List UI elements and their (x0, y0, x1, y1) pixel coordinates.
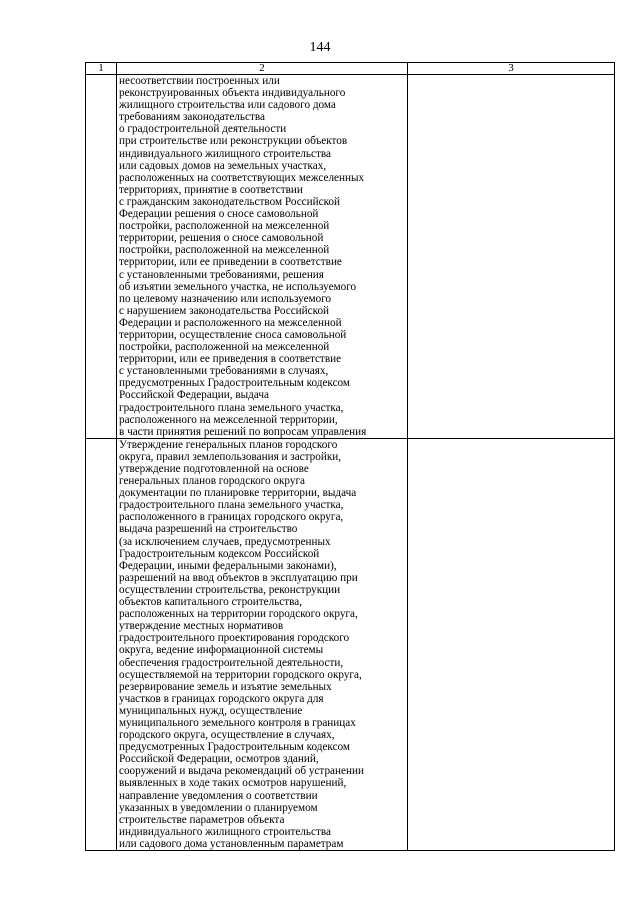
text-line: индивидуального жилищного строительства (119, 147, 331, 160)
text-line: градостроительного проектирования городского (119, 632, 350, 645)
column-header-1: 1 (86, 63, 117, 75)
text-line: реконструированных объекта индивидуального (119, 87, 346, 100)
text-line: округа, правил землепользования и застройки, (119, 450, 342, 463)
text-line: Федерации и расположенного на межселенной (119, 316, 342, 329)
page-number: 144 (309, 40, 331, 55)
text-line: градостроительного плана земельного участка, (119, 401, 344, 414)
text-line: объектов капитального строительства, (119, 596, 303, 609)
text-line: об изъятии земельного участка, не используемого (119, 280, 357, 293)
text-line: округа, ведение информационной системы (119, 644, 324, 657)
text-line: муниципальных нужд, осуществление (119, 704, 303, 717)
text-line: утверждение подготовленной на основе (119, 463, 309, 475)
text-line: осуществлении строительства, реконструкции (119, 583, 341, 596)
text-line: документации по планировке территории, выдача (119, 487, 357, 500)
text-line: с установленными требованиями, решения (119, 268, 324, 281)
text-line: постройки, расположенной на межселенной (119, 220, 330, 233)
text-line: несоответствии построенных или (119, 75, 280, 87)
row-2-col-1 (86, 438, 117, 850)
text-line: жилищного строительства или садового дома (119, 99, 336, 112)
text-line: сооружений и выдача рекомендаций об устранении (119, 765, 364, 778)
text-line: направление уведомления о соответствии (119, 789, 318, 802)
row-1-text (117, 75, 408, 439)
text-line: городского округа, осуществление в случаях, (119, 729, 335, 742)
text-line: постройки, расположенной на межселенной (119, 341, 330, 354)
text-line: разрешений на ввод объектов в эксплуатацию при (119, 571, 358, 584)
text-line: утверждение местных нормативов (119, 620, 284, 633)
text-line: территории, решения о сносе самовольной (119, 232, 324, 245)
text-line: обеспечения градостроительной деятельности, (119, 656, 344, 669)
text-line: градостроительного плана земельного участка, (119, 499, 344, 512)
text-line: генеральных планов городского округа (119, 475, 306, 488)
text-line: Федерации, иными федеральными законами), (119, 559, 337, 572)
row-2-col-3 (408, 438, 615, 850)
column-header-3: 3 (408, 63, 615, 75)
row-2-text (117, 438, 408, 850)
text-line: (за исключением случаев, предусмотренных (119, 535, 331, 548)
text-line: индивидуального жилищного строительства (119, 825, 331, 838)
text-line: с гражданским законодательством Российской (119, 195, 341, 208)
text-line: выявленных в ходе таких осмотров нарушений, (119, 777, 347, 790)
text-line: Российской Федерации, осмотров зданий, (119, 753, 319, 766)
text-line: участков в границах городского округа для (119, 692, 324, 705)
text-line: осуществляемой на территории городского округа, (119, 668, 362, 681)
text-line: предусмотренных Градостроительным кодексом (119, 741, 350, 754)
table-header-row (86, 63, 615, 75)
text-line: постройки, расположенной на межселенной (119, 244, 330, 257)
column-header-2: 2 (117, 63, 408, 75)
text-line: резервирование земель и изъятие земельных (119, 680, 332, 693)
table-row (86, 75, 615, 439)
text-line: расположенных на соответствующих межселенных (119, 171, 365, 184)
text-line: указанных в уведомлении о планируемом (119, 801, 318, 814)
row-1-col-1 (86, 75, 117, 439)
text-line: Российской Федерации, выдача (119, 389, 269, 402)
text-line: с нарушением законодательства Российской (119, 304, 330, 317)
text-line: или садовых домов на земельных участках, (119, 159, 327, 172)
text-line: Утверждение генеральных планов городского (119, 438, 338, 451)
text-line: по целевому назначению или используемого (119, 292, 332, 305)
document-table (85, 62, 615, 851)
text-line: выдача разрешений на строительство (119, 523, 298, 536)
text-line: территории, или ее приведении в соответствие (119, 256, 342, 269)
text-line: в части принятия решений по вопросам управления (119, 425, 367, 438)
text-line: расположенных на территории городского округа, (119, 608, 358, 621)
text-line: Федерации решения о сносе самовольной (119, 208, 319, 221)
text-line: или садового дома установленным параметрам (119, 837, 344, 850)
text-line: требованиям законодательства (119, 111, 265, 124)
text-line: муниципального земельного контроля в границах (119, 716, 356, 729)
row-1-col-3 (408, 75, 615, 439)
table-row (86, 438, 615, 850)
text-line: территориях, принятие в соответствии (119, 183, 303, 196)
text-line: расположенного в границах городского округа, (119, 511, 344, 524)
text-line: предусмотренных Градостроительным кодексом (119, 377, 350, 390)
text-line: с установленными требованиями в случаях, (119, 365, 329, 378)
text-line: территории, осуществление сноса самовольной (119, 328, 347, 341)
text-line: строительстве параметров объекта (119, 813, 285, 826)
text-line: территории, или ее приведения в соответствие (119, 353, 342, 366)
text-line: о градостроительной деятельности (119, 123, 287, 136)
text-line: расположенного на межселенной территории, (119, 413, 338, 426)
text-line: Градостроительным кодексом Российской (119, 547, 320, 560)
text-line: при строительстве или реконструкции объектов (119, 135, 348, 148)
